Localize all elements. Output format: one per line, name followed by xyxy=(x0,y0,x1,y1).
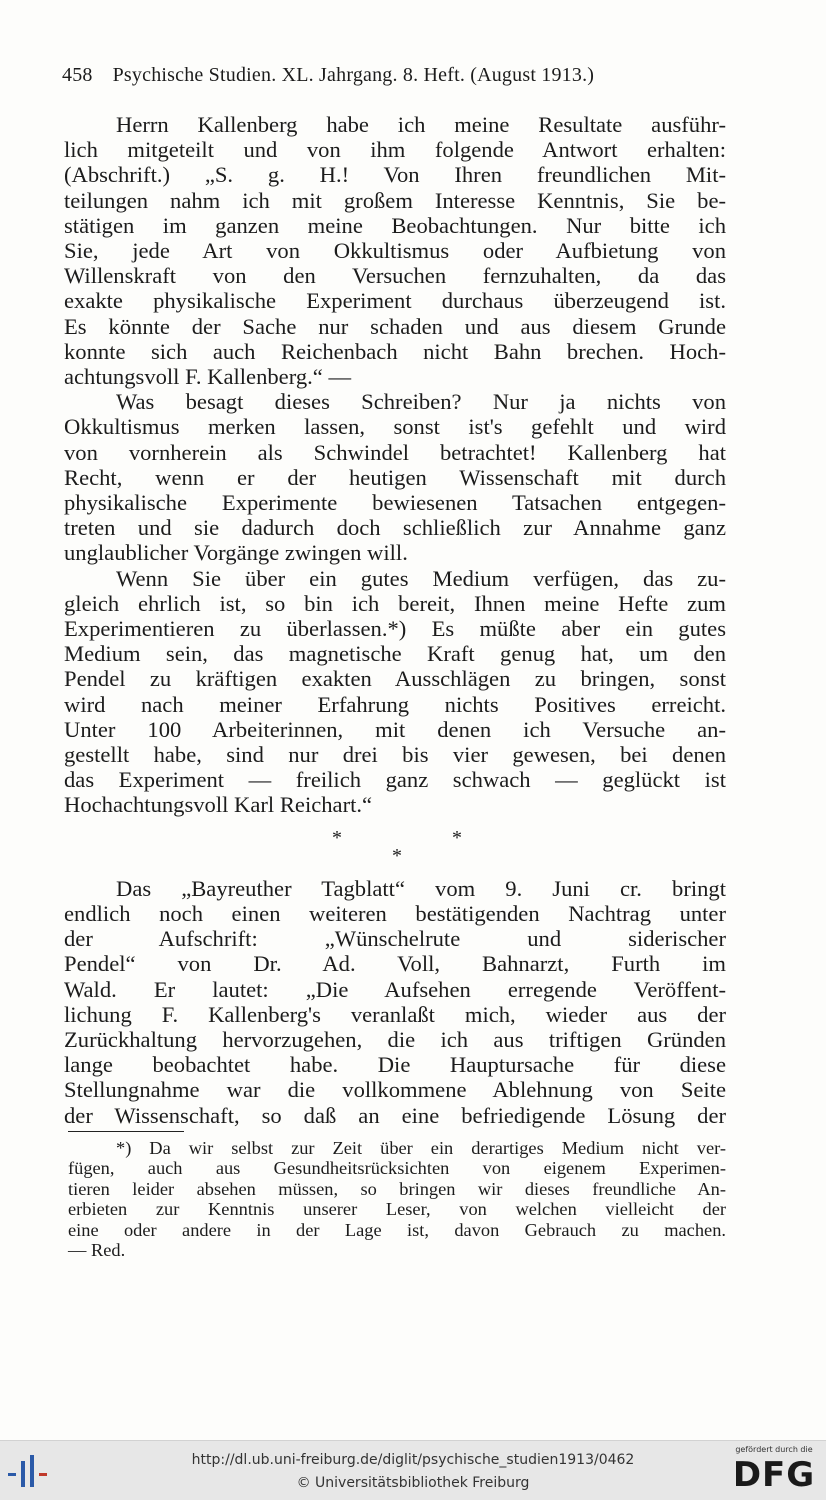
text-line: gleich ehrlich ist, so bin ich bereit, Ihnen meine Hefte zum xyxy=(64,590,726,616)
footnote-line: — Red. xyxy=(68,1240,126,1261)
paragraph-2 xyxy=(64,389,726,565)
text-line: gestellt habe, sind nur drei bis vier gewesen, bei denen xyxy=(64,742,726,768)
text-line: Medium sein, das magnetische Kraft genug hat, um den xyxy=(64,641,726,667)
text-line: Hochachtungsvoll Karl Reichart.“ xyxy=(64,792,373,818)
text-line: Unter 100 Arbeiterinnen, mit denen ich Versuche an- xyxy=(64,716,726,742)
text-line: Sie, jede Art von Okkultismus oder Aufbietung von xyxy=(64,238,726,264)
copyright-notice: © Universitätsbibliothek Freiburg xyxy=(296,1475,530,1491)
text-line: treten und sie dadurch doch schließlich zur Annahme ganz xyxy=(64,515,726,541)
body-text xyxy=(64,112,726,1128)
text-line: konnte sich auch Reichenbach nicht Bahn brechen. Hoch- xyxy=(64,338,726,364)
text-line: wird nach meiner Erfahrung nichts Positives erreicht. xyxy=(64,691,726,717)
page-number: 458 xyxy=(62,64,93,86)
separator-star: * xyxy=(392,844,402,867)
text-line: Okkultismus merken lassen, sonst ist's gefehlt und wird xyxy=(64,414,726,440)
text-line: Herrn Kallenberg habe ich meine Resultate ausführ- xyxy=(116,112,726,137)
dfg-wordmark: DFG xyxy=(732,1455,816,1495)
text-line: Experimentieren zu überlassen.*) Es müßte aber ein gutes xyxy=(64,616,726,642)
text-line: Das „Bayreuther Tagblatt“ vom 9. Juni cr. bringt xyxy=(116,875,726,901)
footnote-line: erbieten zur Kenntnis unserer Leser, von welchen vielleicht der xyxy=(68,1199,726,1220)
text-line: endlich noch einen weiteren bestätigenden Nachtrag unter xyxy=(64,900,726,926)
footnote xyxy=(68,1138,726,1260)
text-line: teilungen nahm ich mit großem Interesse Kenntnis, Sie be- xyxy=(64,187,726,213)
text-line: Es könnte der Sache nur schaden und aus diesem Grunde xyxy=(64,313,726,339)
paragraph-1 xyxy=(64,112,726,389)
text-line: physikalische Experimente bewiesenen Tatsachen entgegen- xyxy=(64,490,726,516)
text-line: Wenn Sie über ein gutes Medium verfügen, das zu- xyxy=(116,565,726,591)
viewer-footer xyxy=(0,1440,826,1500)
footnote-line: eine oder andere in der Lage ist, davon Gebrauch zu machen. xyxy=(68,1219,726,1240)
text-line: Pendel“ von Dr. Ad. Voll, Bahnarzt, Furth im xyxy=(64,951,726,977)
paragraph-4 xyxy=(64,876,726,1128)
text-line: Pendel zu kräftigen exakten Ausschlägen zu bringen, sonst xyxy=(64,666,726,692)
running-head xyxy=(62,64,726,87)
text-line: lich mitgeteilt und von ihm folgende Antwort erhalten: xyxy=(64,137,726,163)
text-line: das Experiment — freilich ganz schwach — geglückt ist xyxy=(64,767,726,793)
running-title: Psychische Studien. XL. Jahrgang. 8. Heft. (August 1913.) xyxy=(112,64,595,86)
text-line: Recht, wenn er der heutigen Wissenschaft mit durch xyxy=(64,464,726,490)
text-line: Willenskraft von den Versuchen fernzuhalten, da das xyxy=(64,263,726,289)
footnote-line: fügen, auch aus Gesundheitsrücksichten von eigenem Experimen- xyxy=(68,1158,726,1179)
footnote-rule xyxy=(68,1131,184,1132)
text-line: achtungsvoll F. Kallenberg.“ — xyxy=(64,364,352,390)
footnote-line: tieren leider absehen müssen, so bringen wir dieses freundliche An- xyxy=(68,1178,726,1199)
text-line: (Abschrift.) „S. g. H.! Von Ihren freundlichen Mit- xyxy=(64,162,726,188)
text-line: der Aufschrift: „Wünschelrute und siderischer xyxy=(64,926,726,952)
dfg-logo xyxy=(726,1445,822,1497)
text-line: lichung F. Kallenberg's veranlaßt mich, wieder aus der xyxy=(64,1001,726,1027)
footnote-line: *) Da wir selbst zur Zeit über ein derartiges Medium nicht ver- xyxy=(116,1138,726,1158)
text-line: Stellungnahme war die vollkommene Ablehnung von Seite xyxy=(64,1077,726,1103)
text-line: Was besagt dieses Schreiben? Nur ja nichts von xyxy=(116,389,726,415)
text-line: stätigen im ganzen meine Beobachtungen. Nur bitte ich xyxy=(64,212,726,238)
text-line: Wald. Er lautet: „Die Aufsehen erregende Veröffent- xyxy=(64,976,726,1002)
text-line: der Wissenschaft, so daß an eine befriedigende Lösung der xyxy=(64,1102,726,1128)
source-url[interactable]: http://dl.ub.uni-freiburg.de/diglit/psychische_studien1913/0462 xyxy=(191,1452,635,1468)
paragraph-3 xyxy=(64,566,726,818)
separator-star: * xyxy=(332,826,342,849)
text-line: von vornherein als Schwindel betrachtet! Kallenberg hat xyxy=(64,439,726,465)
text-line: lange beobachtet habe. Die Hauptursache für diese xyxy=(64,1052,726,1078)
text-line: exakte physikalische Experiment durchaus überzeugend ist. xyxy=(64,288,726,314)
text-line: Zurückhaltung hervorzugehen, die ich aus triftigen Gründen xyxy=(64,1026,726,1052)
separator-star: * xyxy=(452,826,462,849)
dfg-tagline: gefördert durch die xyxy=(735,1445,813,1454)
text-line: unglaublicher Vorgänge zwingen will. xyxy=(64,540,408,566)
section-separator xyxy=(64,820,726,872)
